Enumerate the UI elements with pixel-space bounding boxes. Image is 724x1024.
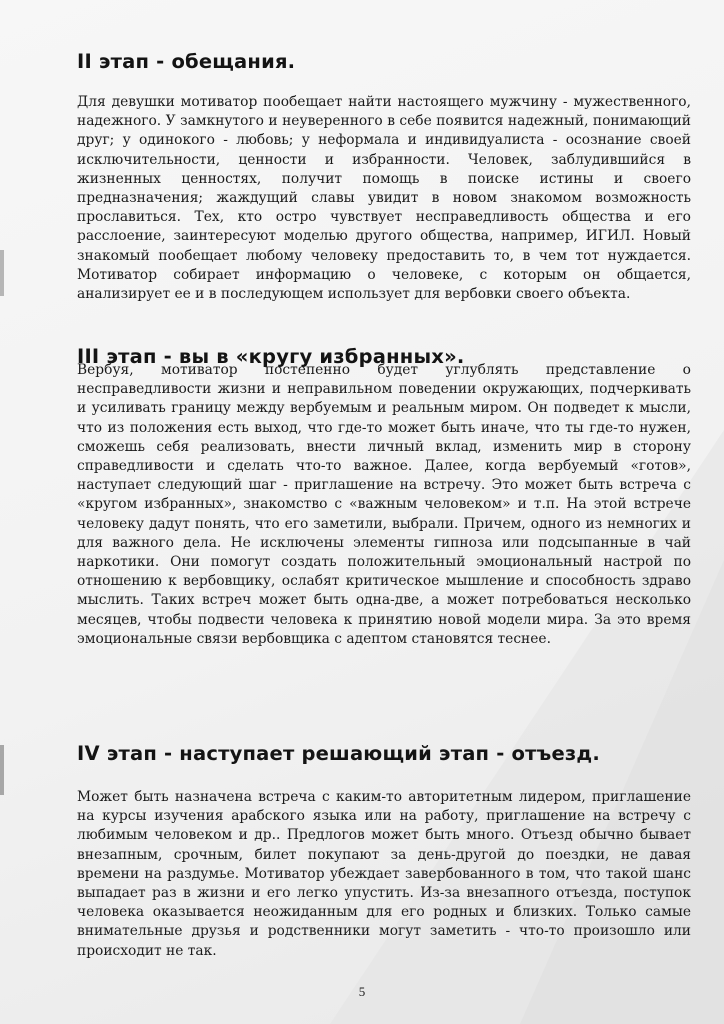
section-paragraph-stage-3: Вербуя, мотиватор постепенно будет углублять представление о несправедливости жизни и неправильном поведении окружающих, подчеркивать и усиливать границу между вербуемым и реальным миром. Он подведет к мысли, что из положения есть выход, что где-то может быть иначе, что ты где-то нужен, сможешь себя реализовать, внести личный вклад, изменить мир в сторону справедливости и сделать что-то важное. Далее, когда вербуемый «готов», наступает следующий шаг - приглашение на встречу. Это может быть встреча с «кругом избранных», знакомство с «важным человеком» и т.п. На этой встрече человеку дадут понять, что его заметили, выбрали. Причем, одного из немногих и для важного дела. Не исключены элементы гипноза или подсыпанные в чай наркотики. Они помогут создать положительный эмоциональный настрой по отношению к вербовщику, ослабят критическое мышление и способность здраво мыслить. Таких встреч может быть одна-две, а может потребоваться несколько месяцев, чтобы подвести человека к принятию новой модели мира. За это время эмоциональные связи вербовщика с адептом становятся теснее. (77, 362, 691, 647)
page-number: 5 (358, 984, 366, 999)
section-heading-stage-3: III этап - вы в «кругу избранных». (77, 345, 465, 368)
section-paragraph-stage-4: Может быть назначена встреча с каким-то авторитетным лидером, приглашение на курсы изучения арабского языка или на работу, приглашение на встречу с любимым человеком и др.. Предлогов может быть много. Отъезд обычно бывает внезапным, срочным, билет покупают за день-другой до поездки, не давая времени на раздумье. Мотиватор убеждает завербованного в том, что такой шанс выпадает раз в жизни и его легко упустить. Из-за внезапного отъезда, поступок человека оказывается неожиданным для его родных и близких. Только самые внимательные друзья и родственники могут заметить - что-то произошло или происходит не так. (77, 789, 691, 959)
scan-edge-mark (0, 250, 4, 296)
scan-edge-mark (0, 745, 4, 795)
section-heading-stage-2: II этап - обещания. (77, 50, 296, 73)
section-paragraph-stage-2: Для девушки мотиватор пообещает найти настоящего мужчину - мужественного, надежного. У замкнутого и неуверенного в себе появится надежный, понимающий друг; у одинокого - любовь; у неформала и индивидуалиста - осознание своей исключительности, ценности и избранности. Человек, заблудившийся в жизненных ценностях, получит помощь в поиске истины и своего предназначения; жаждущий славы увидит в новом знакомом возможность прославиться. Тех, кто остро чувствует несправедливость общества и его расслоение, заинтересуют моделью другого общества, например, ИГИЛ. Новый знакомый пообещает любому человеку предоставить то, в чем тот нуждается. Мотиватор собирает информацию о человеке, с которым он общается, анализирует ее и в последующем использует для вербовки своего объекта. (77, 94, 691, 303)
section-heading-stage-4: IV этап - наступает решающий этап - отъезд. (77, 742, 600, 765)
